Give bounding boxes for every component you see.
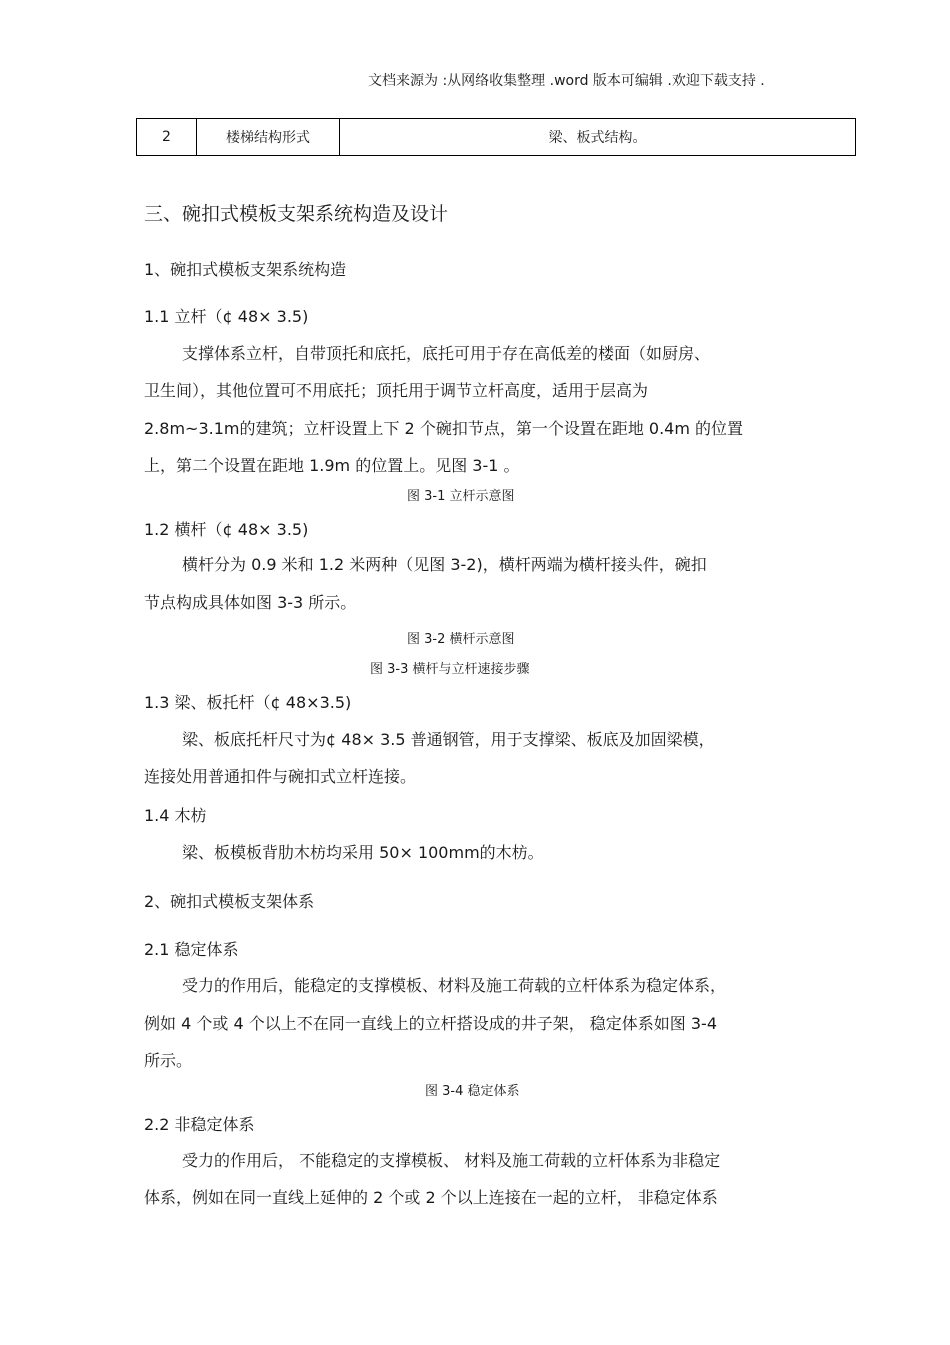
section-title: 三、碗扣式模板支架系统构造及设计 [144,203,449,225]
subsection-heading: 2、碗扣式模板支架体系 [144,892,315,911]
paragraph-line: 横杆分为 0.9 米和 1.2 米两种（见图 3-2)，横杆两端为横杆接头件，碗扣 [182,555,707,574]
paragraph-line: 支撑体系立杆，自带顶托和底托，底托可用于存在高低差的楼面（如厨房、 [182,344,711,363]
heading-1-1: 1.1 立杆（¢ 48× 3.5) [144,307,309,326]
row-item: 楼梯结构形式 [197,119,340,156]
paragraph-line: 体系，例如在同一直线上延伸的 2 个或 2 个以上连接在一起的立杆， 非稳定体系 [144,1188,718,1207]
heading-2-1: 2.1 稳定体系 [144,940,239,959]
paragraph-line: 梁、板模板背肋木枋均采用 50× 100mm的木枋。 [182,843,544,862]
spec-table [136,118,856,156]
paragraph-line: 例如 4 个或 4 个以上不在同一直线上的立杆搭设成的井子架， 稳定体系如图 3-4 [144,1014,718,1033]
paragraph-line: 所示。 [144,1051,193,1070]
heading-1-2: 1.2 横杆（¢ 48× 3.5) [144,520,309,539]
heading-1-3: 1.3 梁、板托杆（¢ 48×3.5) [144,693,352,712]
paragraph-line: 连接处用普通扣件与碗扣式立杆连接。 [144,767,417,786]
paragraph-line: 上，第二个设置在距地 1.9m 的位置上。见图 3-1 。 [144,456,520,475]
paragraph-line: 2.8m~3.1m的建筑；立杆设置上下 2 个碗扣节点，第一个设置在距地 0.4m 的位置 [144,419,744,438]
heading-2-2: 2.2 非稳定体系 [144,1115,255,1134]
paragraph-line: 受力的作用后，能稳定的支撑模板、材料及施工荷载的立杆体系为稳定体系， [182,976,727,995]
figure-caption: 图 3-3 横杆与立杆速接步骤 [370,662,530,677]
page-header: 文档来源为 :从网络收集整理 .word 版本可编辑 .欢迎下载支持 . [368,73,765,89]
figure-caption: 图 3-4 稳定体系 [425,1084,520,1099]
row-number: 2 [137,119,197,156]
table-row [137,119,856,156]
heading-1-4: 1.4 木枋 [144,806,207,825]
paragraph-line: 卫生间），其他位置可不用底托；顶托用于调节立杆高度，适用于层高为 [144,381,649,400]
subsection-heading: 1、碗扣式模板支架系统构造 [144,260,347,279]
paragraph-line: 节点构成具体如图 3-3 所示。 [144,593,357,612]
paragraph-line: 梁、板底托杆尺寸为¢ 48× 3.5 普通钢管，用于支撑梁、板底及加固梁模， [182,730,715,749]
figure-caption: 图 3-2 横杆示意图 [407,632,515,647]
paragraph-line: 受力的作用后， 不能稳定的支撑模板、 材料及施工荷载的立杆体系为非稳定 [182,1151,721,1170]
figure-caption: 图 3-1 立杆示意图 [407,489,515,504]
row-description: 梁、板式结构。 [340,119,856,156]
